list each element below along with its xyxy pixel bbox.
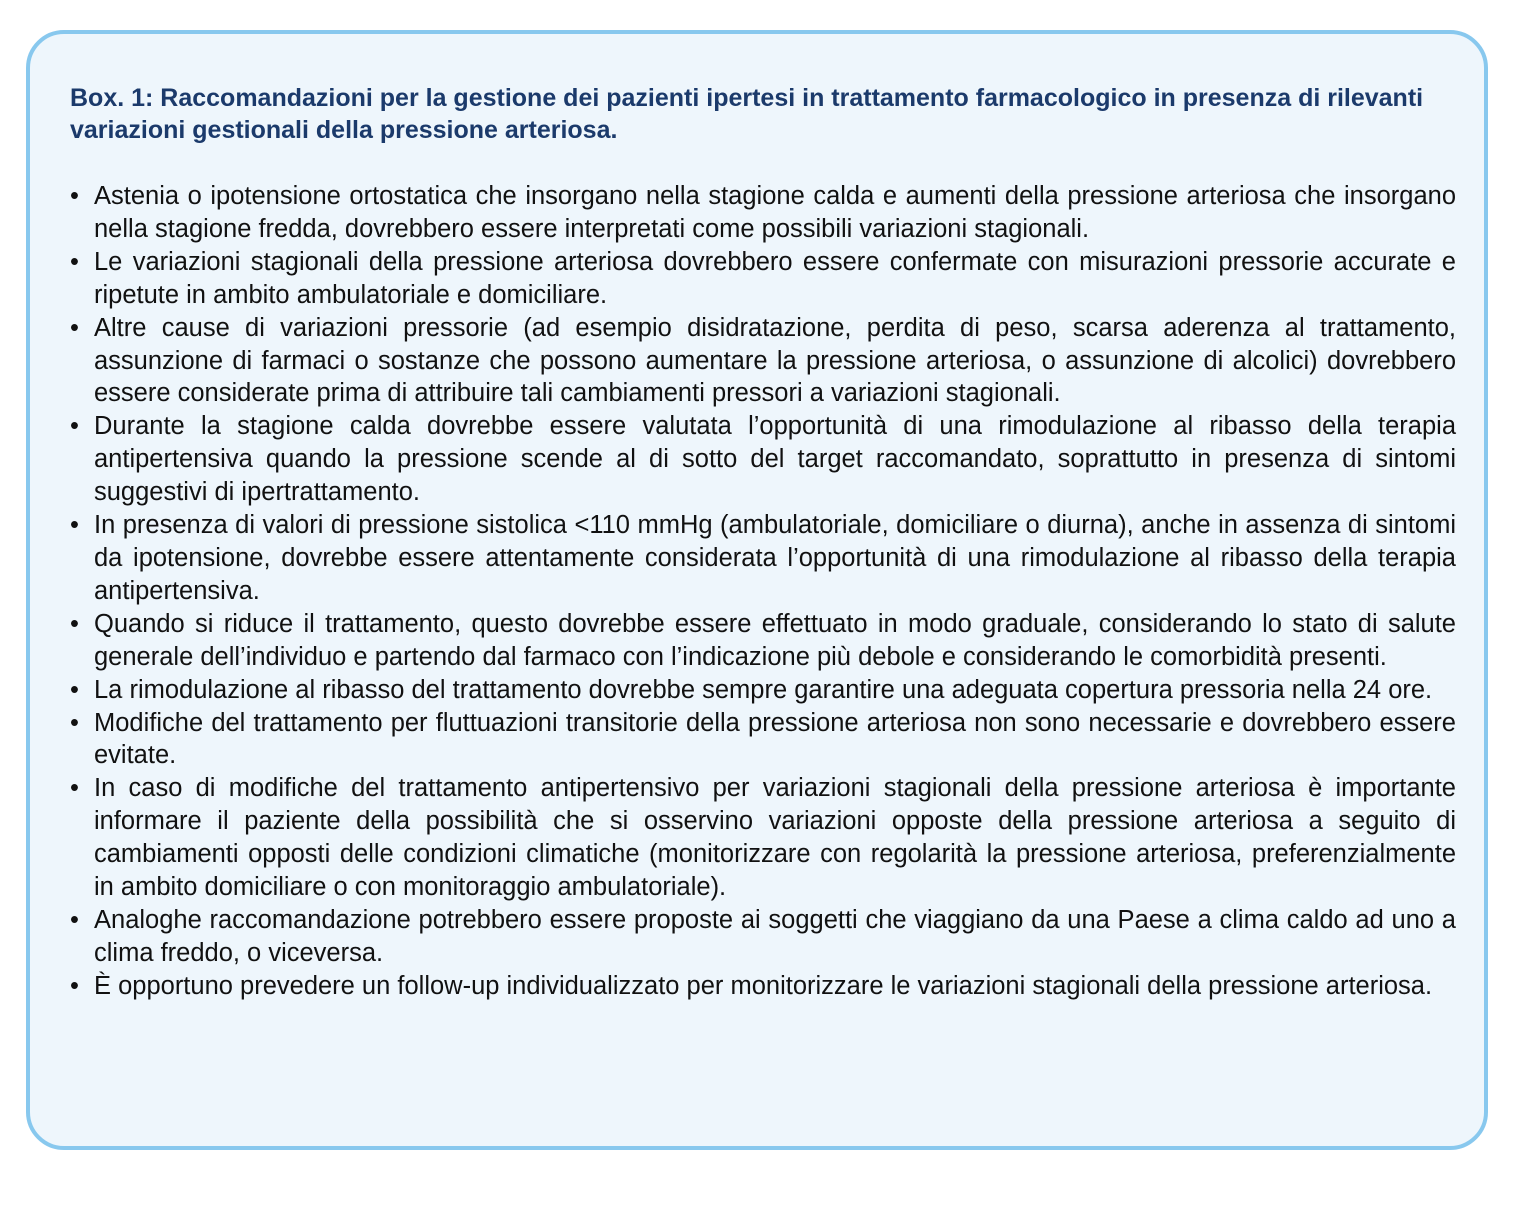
list-item: [70, 608, 1456, 674]
bullet-icon: •: [70, 182, 79, 210]
bullet-icon: •: [70, 971, 79, 1000]
list-item-text: In presenza di valori di pressione sistolica <110 mmHg (ambulatoriale, domiciliare o diurna), anche in assenza di sintomi da ipotensione, dovrebbe essere attentamente considerata l’opportunità di una rimodulazione al ribasso della terapia antipertensiva.: [94, 511, 1456, 605]
list-item: [70, 180, 1456, 246]
recommendations-list: [70, 180, 1456, 1003]
list-item-text: È opportuno prevedere un follow-up individualizzato per monitorizzare le variazioni stagionali della pressione arteriosa.: [94, 971, 1433, 1000]
recommendations-box: [26, 30, 1488, 1150]
box-title: Box. 1: Raccomandazioni per la gestione dei pazienti ipertesi in trattamento farmacologico in presenza di rilevanti variazioni gestionali della pressione arteriosa.: [70, 84, 1424, 144]
list-item: [70, 246, 1456, 312]
bullet-icon: •: [70, 905, 79, 934]
list-item: [70, 970, 1456, 1003]
bullet-icon: •: [70, 412, 79, 441]
bullet-icon: •: [70, 675, 79, 704]
list-item: [70, 904, 1456, 970]
list-item: [70, 772, 1456, 904]
list-item: [70, 707, 1456, 773]
bullet-icon: •: [70, 708, 79, 737]
bullet-icon: •: [70, 247, 79, 276]
list-item: [70, 509, 1456, 608]
list-item-text: Modifiche del trattamento per fluttuazioni transitorie della pressione arteriosa non sono necessarie e dovrebbero essere evitate.: [94, 708, 1456, 770]
list-item: [70, 674, 1456, 707]
list-item-text: Le variazioni stagionali della pressione arteriosa dovrebbero essere confermate con misurazioni pressorie accurate e ripetute in ambito ambulatoriale e domiciliare.: [94, 247, 1456, 309]
bullet-icon: •: [70, 313, 79, 342]
list-item: [70, 410, 1456, 509]
bullet-icon: •: [70, 774, 79, 803]
list-item-text: La rimodulazione al ribasso del trattamento dovrebbe sempre garantire una adeguata copertura pressoria nella 24 ore.: [94, 675, 1433, 704]
list-item-text: Analoghe raccomandazione potrebbero essere proposte ai soggetti che viaggiano da una Paese a clima caldo ad uno a clima freddo, o viceversa.: [94, 905, 1456, 967]
list-item-text: Altre cause di variazioni pressorie (ad esempio disidratazione, perdita di peso, scarsa aderenza al trattamento, assunzione di farmaci o sostanze che possono aumentare la pressione arteriosa, o assunzione di alcolici) dovrebbero essere considerate prima di attribuire tali cambiamenti pressori a variazioni stagionali.: [94, 313, 1456, 408]
list-item-text: Quando si riduce il trattamento, questo dovrebbe essere effettuato in modo graduale, considerando lo stato di salute generale dell’individuo e partendo dal farmaco con l’indicazione più debole e considerando le comorbidità presenti.: [94, 609, 1456, 671]
bullet-icon: •: [70, 511, 79, 540]
list-item-text: In caso di modifiche del trattamento antipertensivo per variazioni stagionali della pressione arteriosa è importante informare il paziente della possibilità che si osservino variazioni opposte della pressione arteriosa a seguito di cambiamenti opposti delle condizioni climatiche (monitorizzare con regolarità la pressione arteriosa, preferenzialmente in ambito domiciliare o con monitoraggio ambulatoriale).: [94, 774, 1456, 902]
list-item: [70, 312, 1456, 411]
list-item-text: Durante la stagione calda dovrebbe essere valutata l’opportunità di una rimodulazione al ribasso della terapia antipertensiva quando la pressione scende al di sotto del target raccomandato, soprattutto in presenza di sintomi suggestivi di ipertrattamento.: [94, 412, 1456, 507]
bullet-icon: •: [70, 609, 79, 638]
list-item-text: Astenia o ipotensione ortostatica che insorgano nella stagione calda e aumenti della pressione arteriosa che insorgano nella stagione fredda, dovrebbero essere interpretati come possibili variazioni stagionali.: [94, 182, 1456, 243]
